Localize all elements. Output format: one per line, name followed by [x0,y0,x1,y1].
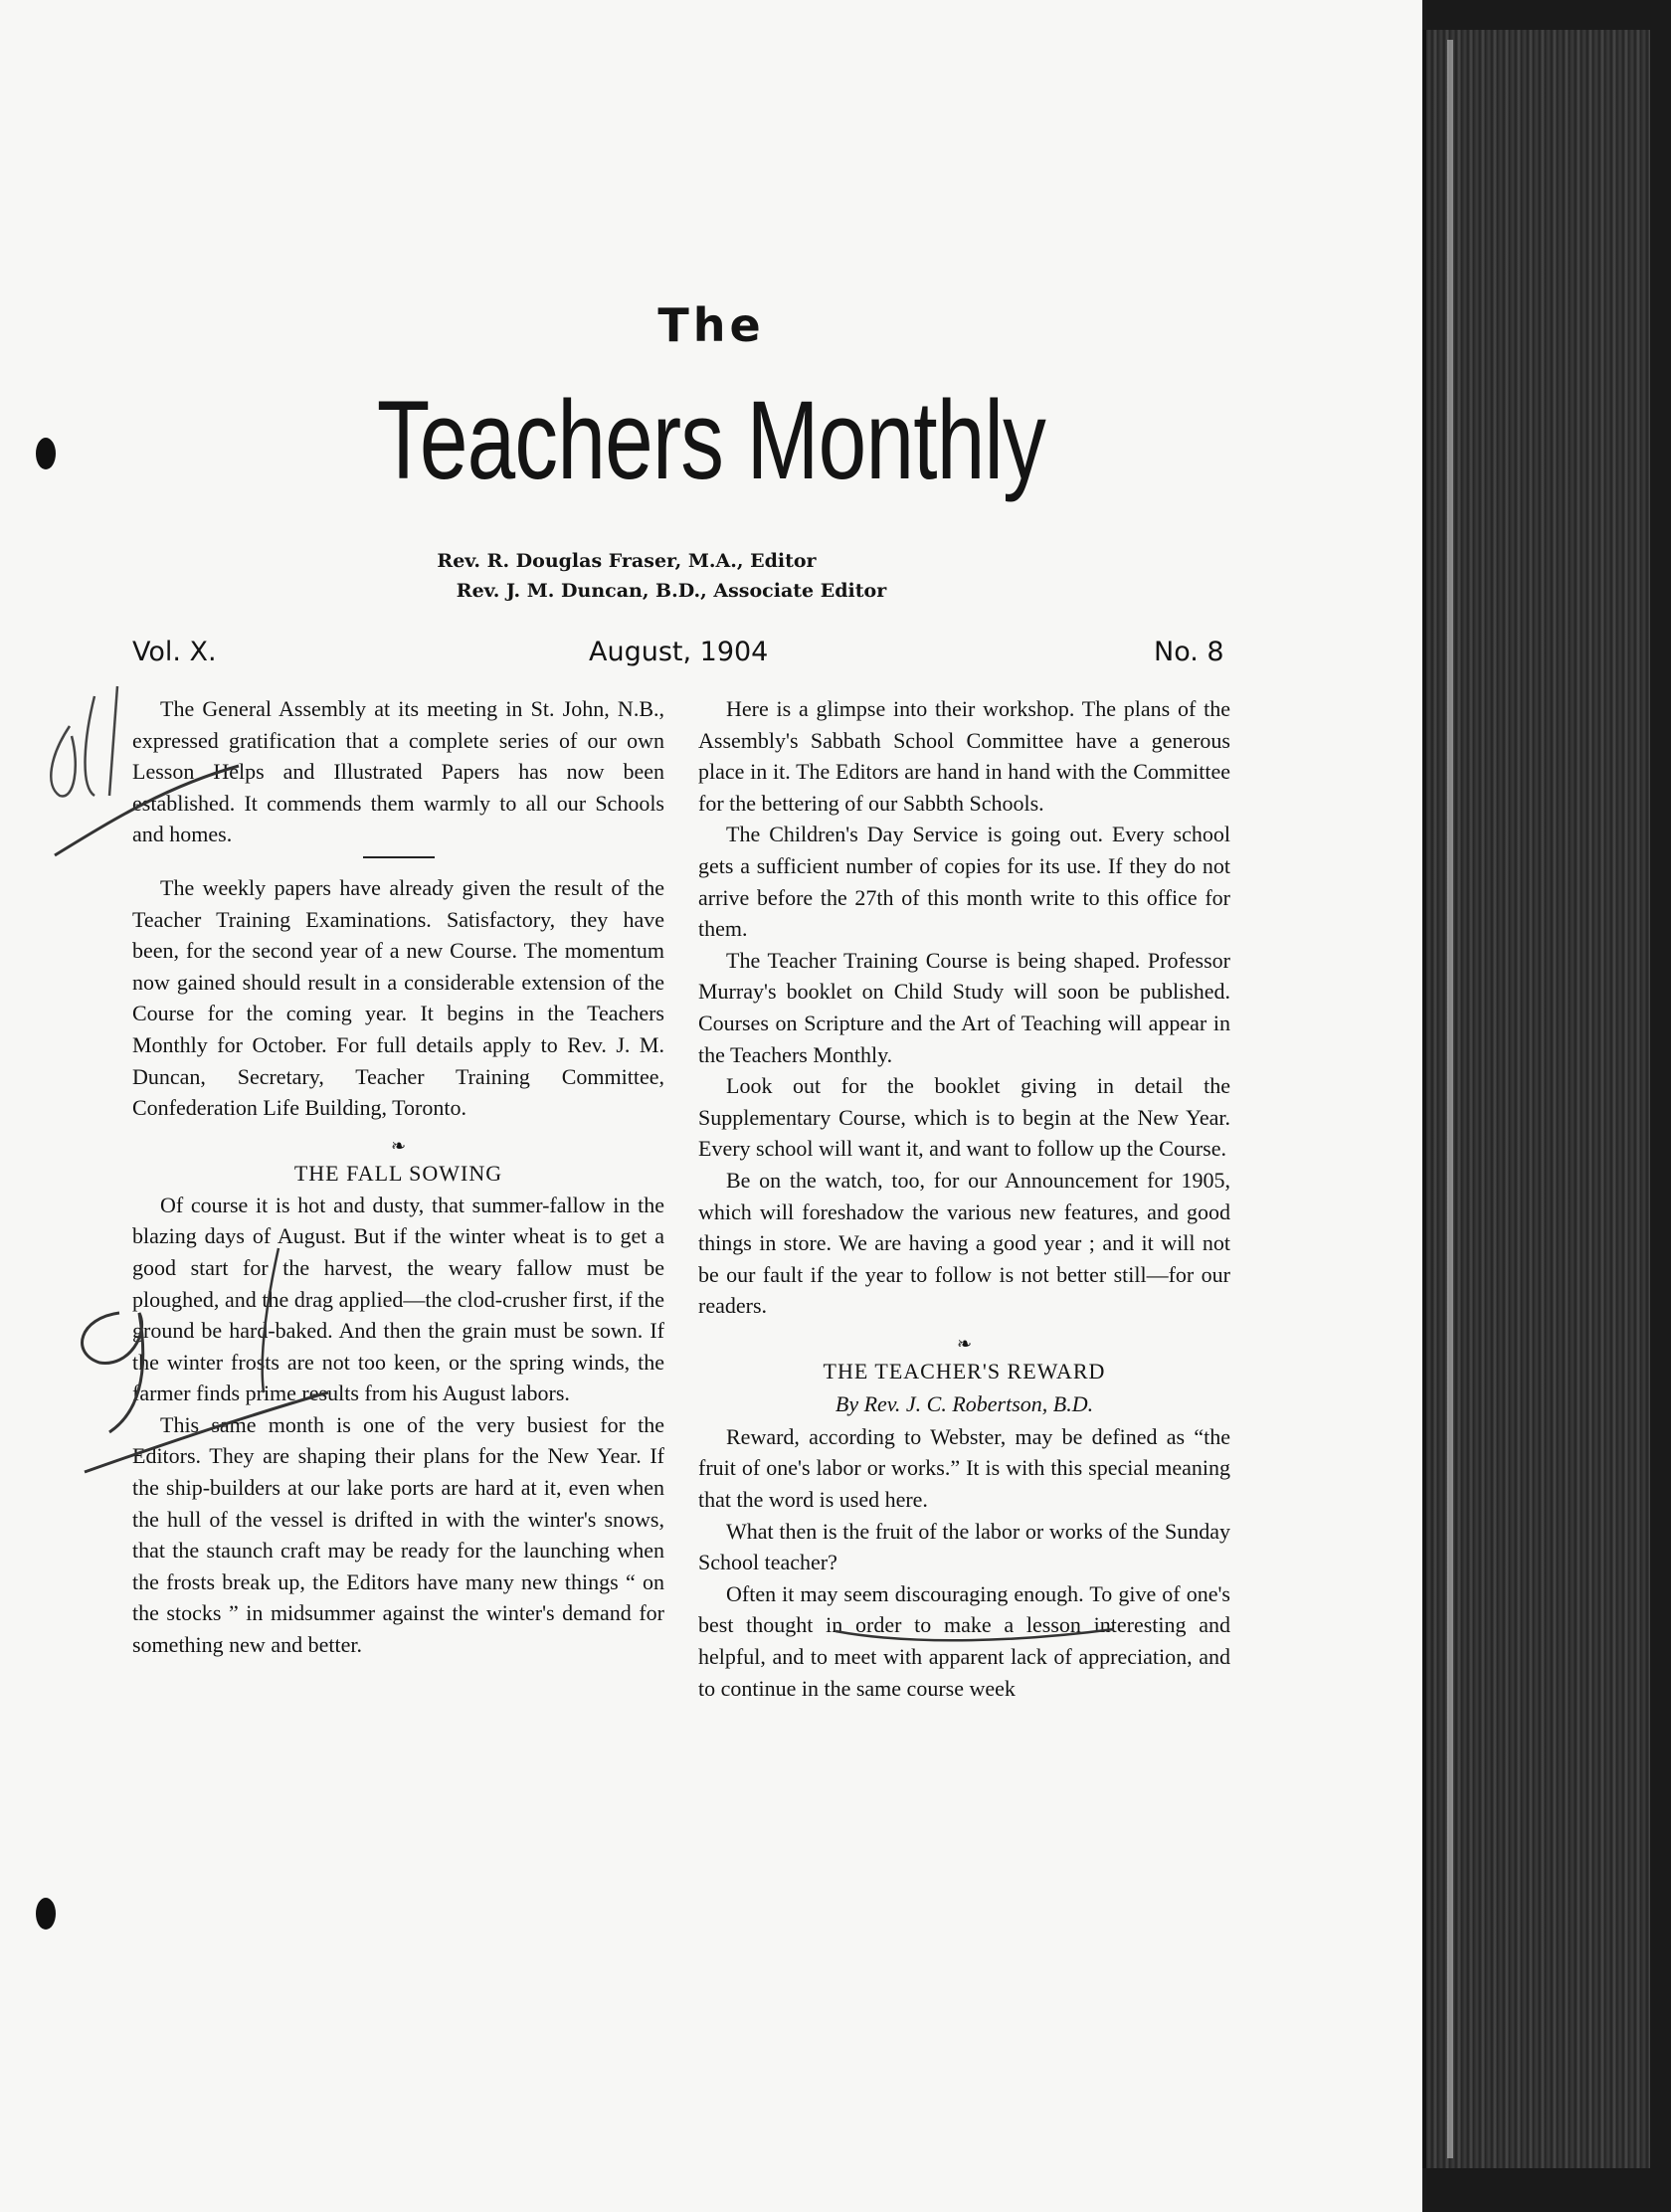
paragraph: What then is the fruit of the labor or works of the Sunday School teacher? [698,1518,1230,1575]
masthead-the: The [657,298,765,352]
paragraph: Reward, according to Webster, may be defined as “the fruit of one's labor or works.” It is with this special meaning that the word is used here. [698,1423,1230,1513]
author-byline: By Rev. J. C. Robertson, B.D. [835,1390,1094,1416]
issue-date: August, 1904 [589,637,769,667]
paragraph: Of course it is hot and dusty, that summer-fallow in the blazing days of August. But if the winter wheat is to get a good start for the harvest, the weary fallow must be ploughed, and the drag applied—the clod-crusher first, if the ground be hard-baked. And then the grain must be sown. If the winter frosts are not too keen, or the spring winds, the farmer finds prime results from his August labors. [132,1192,664,1406]
book-page-edge-highlight [1447,40,1453,2158]
paragraph: Often it may seem discouraging enough. To give of one's best thought in order to make a lesson interesting and helpful, and to meet with apparent lack of appreciation, and to continue in the same course week [698,1580,1230,1701]
section-heading-fall-sowing: THE FALL SOWING [293,1160,503,1186]
ornament-icon: ❧ [956,1333,973,1354]
editor-line: Rev. R. Douglas Fraser, M.A., Editor [437,550,817,572]
ornament-icon: ❧ [390,1135,407,1156]
paragraph: The Children's Day Service is going out. Every school gets a sufficient number of copies for its use. If they do not arrive before the 27th of this month write to this office for them. [698,822,1230,942]
paragraph: Here is a glimpse into their workshop. The plans of the Assembly's Sabbath School Committee have a generous place in it. The Editors are hand in hand with the Committee for the bettering of our Sabbth Schools. [698,696,1230,816]
paragraph: The Teacher Training Course is being shaped. Professor Murray's booklet on Child Study will soon be published. Courses on Scripture and the Art of Teaching will appear in the Teachers Monthly. [698,947,1230,1067]
book-page-edges [1422,30,1650,2168]
paragraph: Be on the watch, too, for our Announcement for 1905, which will foreshadow the various new features, and good things in store. We are having a good year ; and it will not be our fault if the year to follow is not better still—for our readers. [698,1167,1230,1319]
paragraph: The General Assembly at its meeting in St. John, N.B., expressed gratification that a complete series of our own Lesson Helps and Illustrated Papers has now been established. It commends them warmly to all our Schools and homes. [132,696,664,847]
masthead-title: Teachers Monthly [376,378,1046,502]
paragraph: This same month is one of the very busiest for the Editors. They are shaping their plans for the New Year. If the ship-builders at our lake ports are hard at it, even when the hull of the vessel is drifted in with the winter's snows, that the staunch craft may be ready for the launching when the frosts break up, the Editors have many new things “ on the stocks ” in midsummer against the winter's demand for something new and better. [132,1411,664,1658]
issue-number: No. 8 [1154,637,1224,667]
paragraph: Look out for the booklet giving in detail the Supplementary Course, which is to begin at the New Year. Every school will want it, and want to follow up the Course. [698,1073,1230,1162]
section-heading-teachers-reward: THE TEACHER'S REWARD [823,1358,1106,1383]
paragraph: The weekly papers have already given the result of the Teacher Training Examinations. Satisfactory, they have been, for the second year of a new Course. The momentum now gained should result in a considerable extension of the Course for the coming year. It begins in the Teachers Monthly for October. For full details apply to Rev. J. M. Duncan, Secretary, Teacher Training Committee, Confederation Life Building, Toronto. [132,874,664,1121]
associate-editor-line: Rev. J. M. Duncan, B.D., Associate Editor [456,580,887,602]
volume-label: Vol. X. [132,637,217,667]
